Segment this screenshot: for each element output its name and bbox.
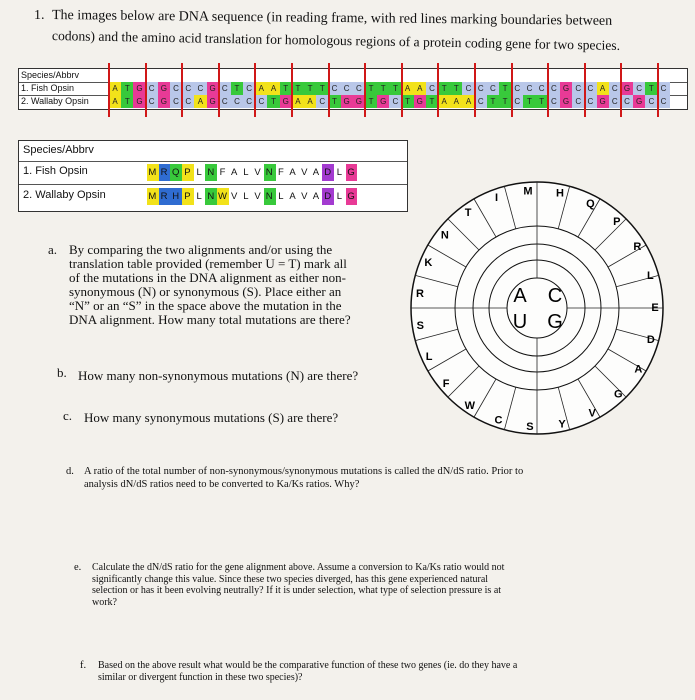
aa-row-label: 2. Wallaby Opsin [23, 189, 106, 201]
dna-base: T [121, 82, 133, 95]
dna-base: G [621, 82, 633, 95]
codon-boundary-line [657, 63, 659, 117]
aa-row-label: 1. Fish Opsin [23, 165, 88, 177]
dna-base: C [341, 82, 353, 95]
dna-base: C [548, 95, 560, 108]
dna-base: T [328, 95, 340, 108]
codon-boundary-line [108, 63, 110, 117]
question-a-text [69, 243, 351, 327]
dna-base: C [255, 95, 267, 108]
dna-base: G [133, 95, 145, 108]
dna-base: A [292, 95, 304, 108]
wheel-amino-letter: D [646, 333, 655, 346]
wheel-amino-letter: H [556, 187, 564, 200]
dna-base: G [158, 82, 170, 95]
question-a-line: of the mutations in the DNA alignment as either non- [69, 270, 346, 285]
question-a-line: “N” or an “S” in the space above the mutation in the [69, 298, 342, 313]
intro-line-2: codons) and the amino acid translation for homologous regions of a protein coding gene for two species. [51, 28, 621, 53]
amino-acid: L [336, 167, 343, 178]
wheel-amino-letter: T [464, 207, 472, 220]
aa-header-label: Species/Abbrv [23, 144, 94, 156]
question-b-text: How many non-synonymous mutations (N) are there? [78, 368, 359, 383]
wheel-amino-letter: F [442, 378, 450, 391]
dna-base: C [219, 95, 231, 108]
dna-base: A [597, 82, 609, 95]
dna-base: C [462, 82, 474, 95]
dna-base: T [316, 82, 328, 95]
wheel-center-letter: U [512, 311, 528, 333]
amino-acid: P [182, 164, 194, 181]
dna-base: C [194, 82, 206, 95]
dna-base: T [438, 82, 450, 95]
intro-line-1: The images below are DNA sequence (in reading frame, with red lines marking boundaries between [51, 8, 613, 29]
dna-base: T [426, 95, 438, 108]
question-a-line: synonymous (N) or synonymous (S). Place either an [69, 284, 342, 299]
wheel-amino-letter: S [526, 420, 534, 433]
amino-acid: L [278, 191, 285, 202]
amino-acid: V [254, 167, 262, 178]
wheel-amino-letter: A [634, 363, 643, 376]
amino-acid: L [196, 191, 203, 202]
dna-header-label: Species/Abbrv [21, 70, 80, 80]
amino-acid: L [243, 167, 250, 178]
dna-base: G [560, 95, 572, 108]
dna-base: C [572, 95, 584, 108]
question-e-line: significantly change this value. Since these two species diverged, has this gene experienced natural [92, 573, 489, 585]
dna-base: C [609, 95, 621, 108]
question-a-line: DNA alignment. How many total mutations are there? [69, 312, 351, 327]
dna-base: G [158, 95, 170, 108]
dna-base: C [609, 82, 621, 95]
codon-boundary-line [218, 63, 220, 117]
dna-base: T [450, 82, 462, 95]
dna-base: C [170, 82, 182, 95]
question-f-line: Based on the above result what would be the comparative function of these two genes (ie. do they have a [98, 660, 518, 671]
question-a-label: a. [48, 242, 58, 257]
dna-base: C [621, 95, 633, 108]
dna-base: A [438, 95, 450, 108]
codon-boundary-line [145, 63, 147, 117]
dna-base: C [316, 95, 328, 108]
wheel-amino-letter: Y [558, 418, 566, 431]
dna-base: C [182, 95, 194, 108]
wheel-amino-letter: V [588, 407, 596, 420]
aa-alignment-table [18, 140, 408, 212]
question-f-line: similar or divergent function in these two species)? [98, 671, 303, 683]
codon-boundary-line [364, 63, 366, 117]
question-number: 1. [34, 8, 45, 23]
dna-base: C [426, 82, 438, 95]
dna-base: T [280, 82, 292, 95]
wheel-amino-letter: L [425, 350, 433, 363]
dna-header-row [19, 69, 687, 83]
dna-base: A [304, 95, 316, 108]
dna-base: G [341, 95, 353, 108]
wheel-amino-letter: M [523, 185, 533, 198]
wheel-amino-letter: W [464, 399, 475, 412]
dna-base: T [487, 95, 499, 108]
amino-acid: A [312, 191, 321, 202]
wheel-amino-letter: I [495, 192, 499, 205]
dna-base: C [511, 82, 523, 95]
dna-base: A [109, 95, 121, 108]
dna-base: C [584, 95, 596, 108]
dna-base: A [462, 95, 474, 108]
dna-base: C [475, 95, 487, 108]
dna-base: A [255, 82, 267, 95]
dna-base: C [353, 82, 365, 95]
amino-acid: A [312, 167, 321, 178]
dna-base: A [402, 82, 414, 95]
dna-base: T [304, 82, 316, 95]
dna-base: C [487, 82, 499, 95]
wheel-amino-letter: C [494, 414, 503, 427]
dna-base: C [572, 82, 584, 95]
amino-acid: W [217, 188, 229, 205]
amino-acid: N [264, 188, 276, 205]
dna-base: G [414, 95, 426, 108]
amino-acid: D [322, 188, 334, 205]
codon-boundary-line [328, 63, 330, 117]
amino-acid: P [182, 188, 194, 205]
dna-base: C [633, 82, 645, 95]
dna-base: A [414, 82, 426, 95]
dna-base: T [292, 82, 304, 95]
dna-base: C [219, 82, 231, 95]
dna-base: C [328, 82, 340, 95]
dna-base: T [645, 82, 657, 95]
dna-row-label: 2. Wallaby Opsin [21, 96, 89, 106]
wheel-amino-letter: E [651, 301, 659, 314]
amino-acid: N [205, 188, 217, 205]
dna-base: G [207, 82, 219, 95]
amino-acid: R [159, 164, 171, 181]
question-e-line: work? [92, 596, 117, 608]
wheel-amino-letter: R [415, 287, 424, 300]
question-e-line: Calculate the dN/dS ratio for the gene alignment above. Assume a conversion to Ka/Ks ratio would not [92, 562, 505, 573]
dna-base: T [402, 95, 414, 108]
dna-base: C [146, 82, 158, 95]
dna-base: A [194, 95, 206, 108]
amino-acid: A [230, 167, 239, 178]
dna-base: C [475, 82, 487, 95]
amino-acid: F [219, 167, 227, 178]
dna-base: A [109, 82, 121, 95]
dna-base: T [523, 95, 535, 108]
wheel-center-letter: G [547, 311, 563, 333]
amino-acid: A [289, 167, 297, 178]
codon-boundary-line [474, 63, 476, 117]
dna-base: A [450, 95, 462, 108]
codon-boundary-line [547, 63, 549, 117]
dna-base: G [377, 95, 389, 108]
dna-base: T [121, 95, 133, 108]
dna-base: C [182, 82, 194, 95]
amino-acid: L [243, 191, 250, 202]
question-a-line: By comparing the two alignments and/or using the [69, 242, 333, 257]
aa-sequence-wallaby [147, 188, 357, 205]
codon-boundary-line [291, 63, 293, 117]
dna-row-fish [19, 82, 687, 96]
wheel-amino-letter: L [646, 270, 654, 283]
dna-base: T [389, 82, 401, 95]
dna-base: T [365, 82, 377, 95]
dna-base: C [231, 95, 243, 108]
dna-base: A [267, 82, 279, 95]
wheel-amino-letter: R [633, 240, 642, 253]
codon-boundary-line [254, 63, 256, 117]
question-c-text: How many synonymous mutations (S) are there? [84, 410, 339, 425]
wheel-amino-letter: Q [586, 197, 595, 210]
amino-acid: M [147, 188, 159, 205]
amino-acid: L [196, 167, 203, 178]
amino-acid: A [289, 191, 297, 202]
amino-acid: H [170, 188, 182, 205]
wheel-amino-letter: P [613, 216, 621, 229]
dna-base: C [523, 82, 535, 95]
dna-base: T [536, 95, 548, 108]
dna-base: T [231, 82, 243, 95]
codon-boundary-line [401, 63, 403, 117]
amino-acid: G [346, 188, 358, 205]
amino-acid: M [147, 164, 159, 181]
question-f-label: f. [80, 660, 87, 671]
amino-acid: V [301, 191, 309, 202]
amino-acid: Q [170, 164, 182, 181]
codon-boundary-line [437, 63, 439, 117]
dna-row-wallaby [19, 95, 687, 108]
dna-base: C [584, 82, 596, 95]
amino-acid: R [159, 188, 171, 205]
wheel-center-letter: C [547, 285, 563, 307]
question-e-label: e. [74, 562, 82, 573]
amino-acid: D [322, 164, 334, 181]
wheel-amino-letter: K [424, 256, 433, 269]
amino-acid: V [230, 191, 239, 202]
codon-boundary-line [584, 63, 586, 117]
dna-base: C [146, 95, 158, 108]
wheel-amino-letter: N [440, 229, 449, 242]
dna-base: T [267, 95, 279, 108]
codon-boundary-line [620, 63, 622, 117]
wheel-amino-letter: G [613, 388, 623, 401]
dna-base: C [243, 95, 255, 108]
dna-base: T [377, 82, 389, 95]
question-a-line: translation table provided (remember U = T) mark all [69, 256, 347, 271]
wheel-center-letter: A [513, 285, 527, 307]
dna-base: G [560, 82, 572, 95]
codon-wheel [395, 170, 685, 450]
dna-base: G [633, 95, 645, 108]
amino-acid: V [301, 167, 309, 178]
codon-boundary-line [511, 63, 513, 117]
question-d-label: d. [66, 466, 74, 477]
amino-acid: N [205, 164, 217, 181]
aa-row-fish [19, 161, 407, 185]
dna-base: C [548, 82, 560, 95]
question-c-label: c. [63, 408, 73, 423]
dna-base: C [657, 82, 669, 95]
wheel-amino-letter: S [416, 320, 424, 333]
question-d-line-2: analysis dN/dS ratios need to be converted to Ka/Ks ratios. Why? [84, 479, 360, 490]
dna-row-label: 1. Fish Opsin [21, 83, 75, 93]
dna-base: C [243, 82, 255, 95]
amino-acid: V [254, 191, 262, 202]
dna-base: T [499, 82, 511, 95]
question-e-line: selection or has it been evolving neutrally? If it is under selection, what type of selection pressure is at [92, 585, 502, 596]
dna-base: C [511, 95, 523, 108]
dna-base: C [645, 95, 657, 108]
dna-base: G [353, 95, 365, 108]
dna-base: T [365, 95, 377, 108]
question-e-text [92, 562, 504, 608]
dna-base: C [170, 95, 182, 108]
question-f-text [98, 660, 517, 683]
aa-header-row [19, 141, 407, 162]
question-d-line-1: A ratio of the total number of non-synonymous/synonymous mutations is called the dN/dS ratio. Prior to [84, 466, 524, 477]
dna-base: T [499, 95, 511, 108]
dna-base: G [207, 95, 219, 108]
dna-base: C [536, 82, 548, 95]
dna-base: G [280, 95, 292, 108]
dna-base: C [657, 95, 669, 108]
aa-row-wallaby [19, 184, 407, 208]
amino-acid: F [278, 167, 285, 178]
amino-acid: N [264, 164, 276, 181]
dna-alignment-table [18, 68, 688, 110]
question-b-label: b. [57, 365, 67, 380]
dna-base: G [133, 82, 145, 95]
codon-boundary-line [181, 63, 183, 117]
dna-base: C [389, 95, 401, 108]
dna-base: G [597, 95, 609, 108]
amino-acid: L [336, 191, 343, 202]
amino-acid: G [346, 164, 358, 181]
aa-sequence-fish [147, 164, 357, 181]
